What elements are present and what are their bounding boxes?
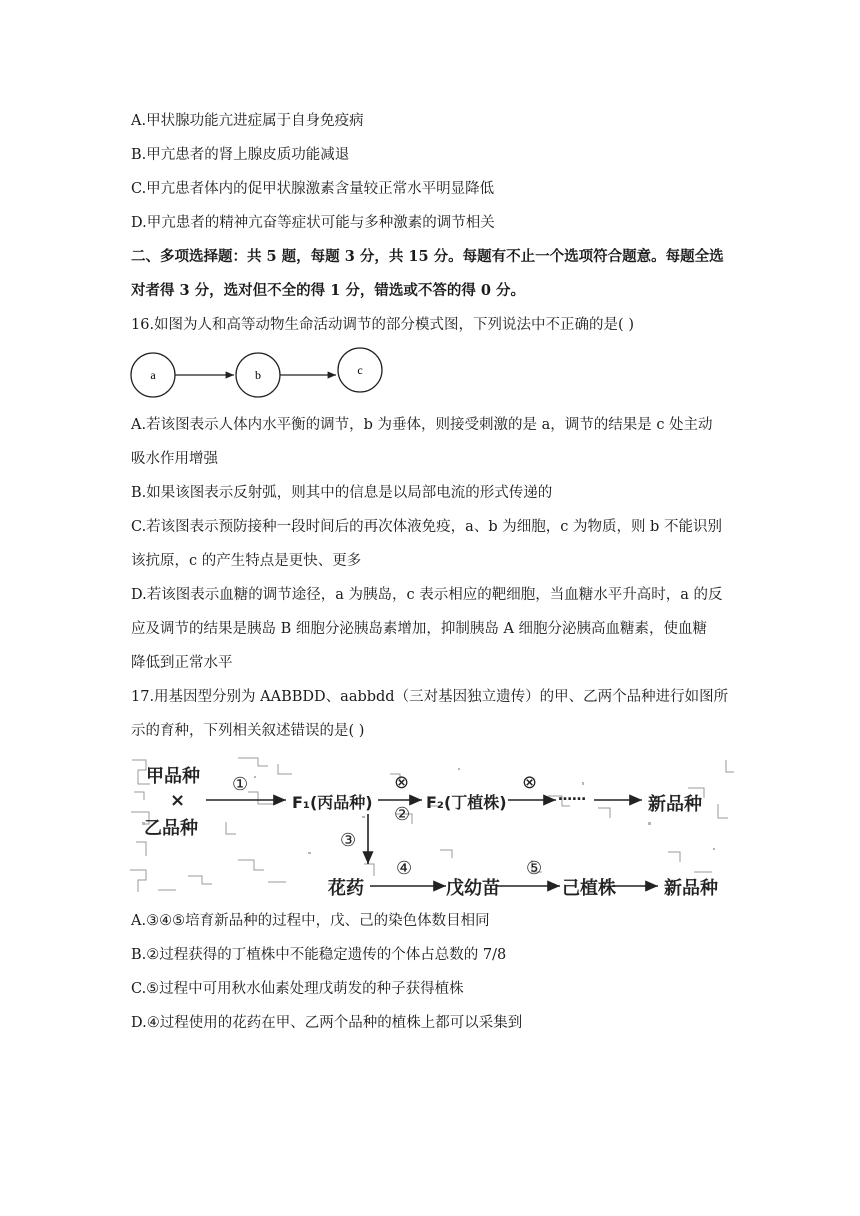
q17-stem-cont: 示的育种，下列相关叙述错误的是( ): [131, 723, 365, 739]
node-b-label: b: [255, 368, 261, 382]
label-f2: F₂(丁植株): [426, 793, 507, 812]
q17-option-d: D.④过程使用的花药在甲、乙两个品种的植株上都可以采集到: [131, 1015, 523, 1031]
label-step4: ④: [396, 858, 413, 879]
label-wu: 戊幼苗: [446, 878, 500, 898]
section2-heading-cont: 对者得 3 分，选对但不全的得 1 分，错选或不答的得 0 分。: [131, 282, 526, 299]
label-anther: 花药: [328, 878, 364, 898]
section2-heading: 二、多项选择题：共 5 题，每题 3 分，共 15 分。每题有不止一个选项符合题意。每题全选: [131, 248, 724, 265]
q15-option-c: C.甲亢患者体内的促甲状腺激素含量较正常水平明显降低: [131, 181, 495, 197]
label-self2: ⊗: [522, 772, 538, 793]
label-cross: ×: [170, 790, 186, 811]
label-step5: ⑤: [526, 858, 543, 879]
label-yi: 乙品种: [144, 818, 198, 839]
q17-option-c: C.⑤过程中可用秋水仙素处理戊萌发的种子获得植株: [131, 981, 464, 997]
q17-breeding-diagram: [128, 752, 738, 898]
q16-option-c: C.若该图表示预防接种一段时间后的再次体液免疫，a、b 为细胞，c 为物质，则 b 不能识别: [131, 519, 722, 535]
q17-option-a: A.③④⑤培育新品种的过程中，戊、己的染色体数目相同: [131, 913, 490, 929]
label-jia: 甲品种: [146, 766, 200, 787]
q15-option-b: B.甲亢患者的肾上腺皮质功能减退: [131, 147, 350, 163]
q16-option-c-cont: 该抗原，c 的产生特点是更快、更多: [131, 553, 362, 569]
label-step2: ②: [394, 804, 411, 825]
label-new2: 新品种: [664, 878, 718, 898]
label-ji: 己植株: [562, 878, 616, 898]
q17-stem: 17.用基因型分别为 AABBDD、aabbdd（三对基因独立遗传）的甲、乙两个品种进行如图所: [131, 689, 729, 705]
label-f1: F₁(丙品种): [292, 793, 373, 812]
q17-option-b: B.②过程获得的丁植株中不能稳定遗传的个体占总数的 7/8: [131, 947, 507, 963]
label-self1: ⊗: [394, 772, 410, 793]
q15-option-a: A.甲状腺功能亢进症属于自身免疫病: [131, 113, 364, 129]
q16-option-a-cont: 吸水作用增强: [131, 451, 218, 467]
q16-option-b: B.如果该图表示反射弧，则其中的信息是以局部电流的形式传递的: [131, 485, 553, 501]
label-new1: 新品种: [648, 794, 702, 815]
node-a-label: a: [150, 368, 156, 382]
q16-option-d-cont1: 应及调节的结果是胰岛 B 细胞分泌胰岛素增加，抑制胰岛 A 细胞分泌胰高血糖素，使血糖: [131, 621, 708, 637]
node-c-label: c: [357, 363, 363, 377]
q16-option-a: A.若该图表示人体内水平衡的调节，b 为垂体，则接受刺激的是 a，调节的结果是 c 处主动: [131, 417, 713, 433]
q16-diagram: [128, 343, 388, 399]
q16-option-d-cont2: 降低到正常水平: [131, 655, 233, 671]
q15-option-d: D.甲亢患者的精神亢奋等症状可能与多种激素的调节相关: [131, 215, 495, 231]
label-dots: ……: [558, 788, 586, 804]
label-step1: ①: [232, 774, 249, 795]
diagram-arrows: [128, 752, 738, 898]
q16-stem: 16.如图为人和高等动物生命活动调节的部分模式图，下列说法中不正确的是( ): [131, 317, 634, 333]
q16-option-d: D.若该图表示血糖的调节途径，a 为胰岛，c 表示相应的靶细胞，当血糖水平升高时，a 的反: [131, 587, 723, 603]
label-step3: ③: [340, 830, 357, 851]
